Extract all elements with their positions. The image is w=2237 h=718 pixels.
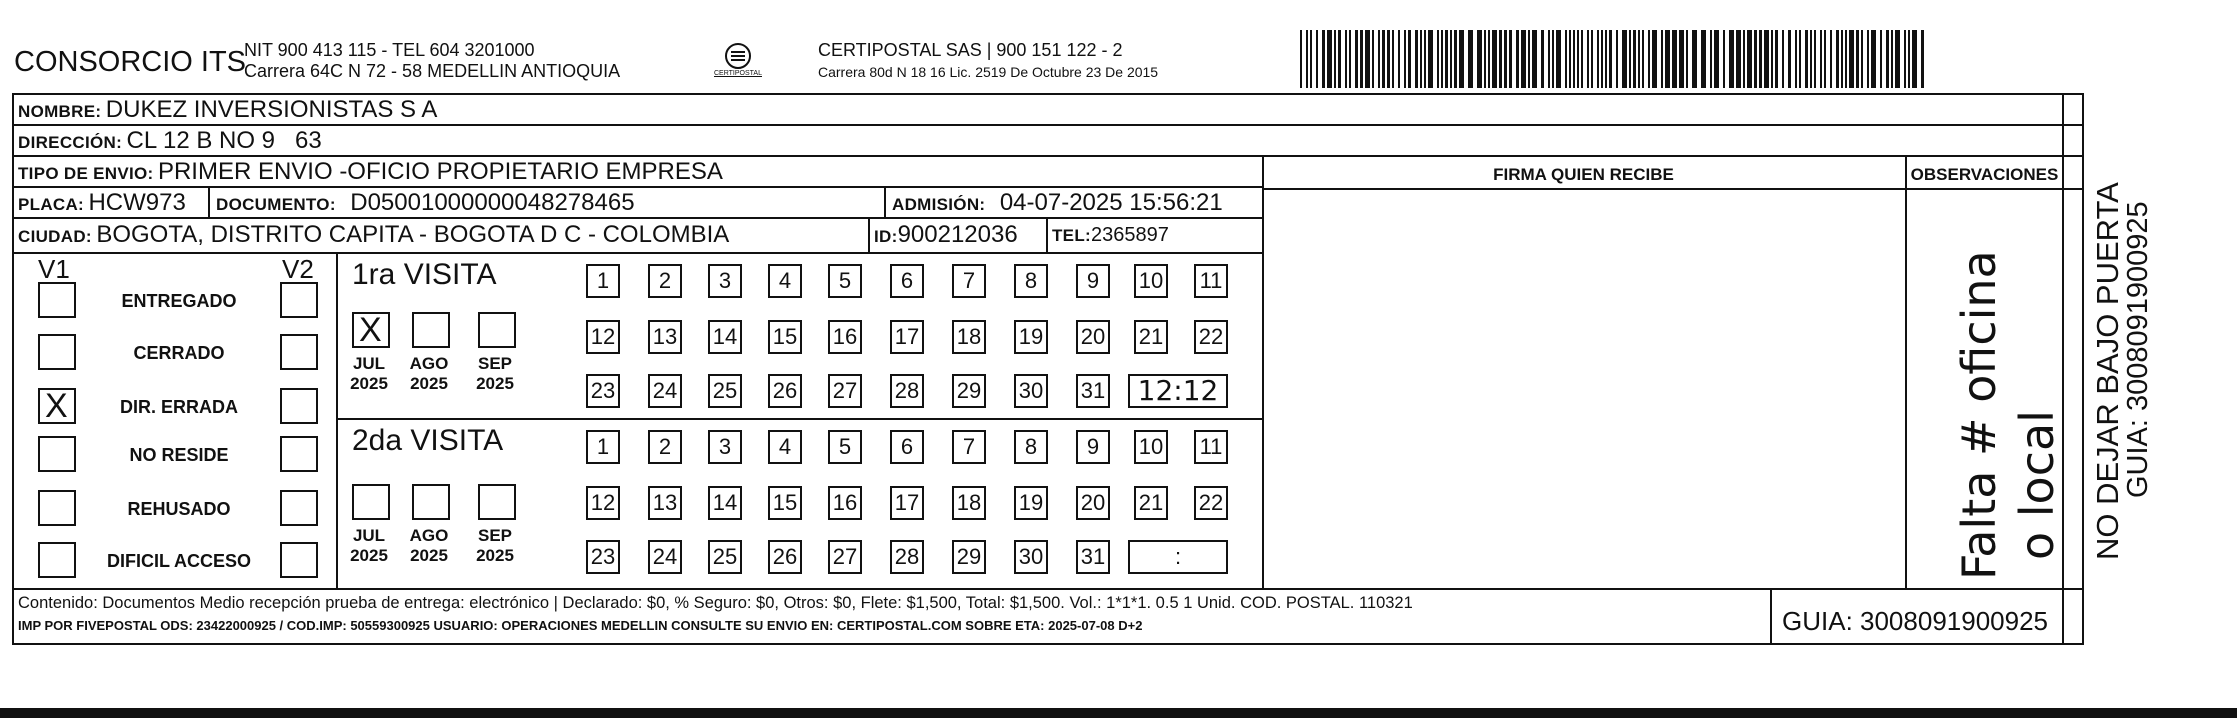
barcode-bar [1710, 30, 1712, 88]
checkbox-mark: X [359, 311, 382, 349]
month-name: AGO [409, 354, 449, 373]
imp-text: IMP POR FIVEPOSTAL ODS: 23422000925 / COD.IMP: 50559300925 USUARIO: OPERACIONES MEDELLIN CONSULTE SU ENVIO EN: CERTIPOSTAL.COM SOBRE ETA: 2025-07-08 D+2 [18, 618, 1143, 633]
month-label [342, 526, 396, 566]
time-box[interactable]: : [1128, 540, 1228, 574]
barcode-bar [1597, 30, 1599, 88]
barcode-bar [1867, 30, 1869, 88]
barcode-bar [1891, 30, 1893, 88]
barcode-bar [1428, 30, 1433, 88]
barcode-bar [1692, 30, 1697, 88]
day-box[interactable]: 17 [890, 320, 924, 354]
v2-checkbox[interactable] [280, 334, 318, 370]
barcode-bar [1387, 30, 1390, 88]
day-box[interactable]: 1 [586, 264, 620, 298]
barcode-bar [1484, 30, 1486, 88]
barcode-bar [1492, 30, 1497, 88]
first-visit-title: 1ra VISITA [352, 258, 497, 291]
barcode-bar [1581, 30, 1583, 88]
v1-checkbox[interactable] [38, 388, 76, 424]
v1-checkbox[interactable] [38, 542, 76, 578]
barcode-bar [1638, 30, 1640, 88]
admision-label: ADMISIÓN: [892, 195, 986, 214]
barcode-bar [1345, 30, 1347, 88]
barcode-bar [1886, 30, 1889, 88]
barcode-bar [1601, 30, 1603, 88]
day-box[interactable]: 3 [708, 264, 742, 298]
barcode-bar [1450, 30, 1452, 88]
barcode-bar [1605, 30, 1607, 88]
barcode-bar [1569, 30, 1571, 88]
barcode-bar [1322, 30, 1325, 88]
barcode-bar [1841, 30, 1843, 88]
day-box[interactable]: 22 [1194, 320, 1228, 354]
barcode-bar [1836, 30, 1839, 88]
handwritten-note-2: o local [2010, 410, 2064, 560]
documento-label: DOCUMENTO: [216, 195, 336, 214]
month-name: SEP [477, 526, 513, 545]
barcode-bar [1573, 30, 1575, 88]
tipo-label: TIPO DE ENVIO: [18, 164, 154, 183]
admision-row [892, 189, 1223, 217]
placa-row [18, 189, 186, 217]
day-box[interactable]: 11 [1194, 430, 1228, 464]
bottom-edge [0, 708, 2237, 718]
day-box[interactable]: 15 [768, 320, 802, 354]
barcode-bar [1908, 30, 1910, 88]
barcode-bar [1616, 30, 1618, 88]
tel-row [1052, 224, 1169, 247]
day-box[interactable]: 18 [952, 320, 986, 354]
barcode-bar [1488, 30, 1490, 88]
documento-row [216, 189, 635, 217]
certipostal-logo-icon [712, 36, 764, 92]
day-box[interactable]: 6 [890, 264, 924, 298]
barcode-bar [1648, 30, 1650, 88]
barcode-bar [1861, 30, 1863, 88]
barcode-bar [1845, 30, 1847, 88]
month-label [468, 354, 522, 394]
barcode-bar [1805, 30, 1808, 88]
nombre-label: NOMBRE: [18, 102, 102, 121]
firma-label: FIRMA QUIEN RECIBE [1493, 165, 1674, 184]
day-box[interactable]: 24 [648, 540, 682, 574]
day-box[interactable]: 9 [1076, 430, 1110, 464]
v2-checkbox[interactable] [280, 542, 318, 578]
month-year: 2025 [410, 374, 448, 393]
day-box[interactable]: 5 [828, 430, 862, 464]
barcode-bar [1382, 30, 1385, 88]
company-nit: NIT 900 413 115 - TEL 604 3201000 [244, 40, 535, 60]
documento-value: D05001000000048278465 [350, 189, 635, 216]
barcode-bar [1454, 30, 1457, 88]
month-name: JUL [352, 526, 386, 545]
barcode-bar [1824, 30, 1826, 88]
barcode-bar [1459, 30, 1464, 88]
day-box[interactable]: 21 [1134, 320, 1168, 354]
v1-checkbox[interactable] [38, 490, 76, 526]
status-reason-label: ENTREGADO [121, 291, 237, 311]
day-box[interactable]: 31 [1076, 540, 1110, 574]
barcode-bar [1408, 30, 1411, 88]
month-name: SEP [477, 354, 513, 373]
day-box[interactable]: 4 [768, 430, 802, 464]
day-box[interactable]: 29 [952, 374, 986, 408]
barcode-bar [1672, 30, 1677, 88]
barcode-bar [1652, 30, 1657, 88]
month-checkbox[interactable] [412, 312, 450, 348]
ciudad-label: CIUDAD: [18, 227, 92, 246]
barcode-bar [1775, 30, 1778, 88]
barcode-bar [1799, 30, 1801, 88]
ciudad-row [18, 221, 729, 249]
barcode-bar [1516, 30, 1519, 88]
day-box[interactable]: 28 [890, 540, 924, 574]
barcode-bar [1565, 30, 1567, 88]
footer-guia: GUIA: 3008091900925 [1782, 606, 2048, 636]
barcode-bar [1633, 30, 1636, 88]
nombre-row [18, 96, 437, 124]
barcode-bar [1499, 30, 1502, 88]
status-reason-label: REHUSADO [127, 499, 231, 519]
barcode-bar [1591, 30, 1593, 88]
day-box[interactable]: 18 [952, 486, 986, 520]
month-checkbox[interactable] [412, 484, 450, 520]
barcode-bar [1912, 30, 1917, 88]
day-box[interactable]: 27 [828, 374, 862, 408]
day-box[interactable]: 30 [1014, 540, 1048, 574]
barcode-bar [1327, 30, 1332, 88]
day-box[interactable]: 16 [828, 320, 862, 354]
barcode-bar [1771, 30, 1773, 88]
direccion-value: CL 12 B NO 9 63 [126, 127, 322, 154]
v1-header: V1 [38, 254, 70, 284]
barcode-bar [1360, 30, 1363, 88]
day-box[interactable]: 4 [768, 264, 802, 298]
tipo-value: PRIMER ENVIO -OFICIO PROPIETARIO EMPRESA [157, 158, 723, 185]
barcode-bar [1729, 30, 1734, 88]
barcode-bar [1609, 30, 1612, 88]
day-box[interactable]: 20 [1076, 320, 1110, 354]
day-box[interactable]: 10 [1134, 430, 1168, 464]
barcode-bar [1548, 30, 1550, 88]
barcode-bar [1392, 30, 1394, 88]
day-box[interactable]: 7 [952, 430, 986, 464]
id-value: 900212036 [897, 221, 1018, 248]
barcode-bar [1334, 30, 1336, 88]
day-box[interactable]: 25 [708, 374, 742, 408]
barcode-bar [1723, 30, 1725, 88]
day-box[interactable]: 7 [952, 264, 986, 298]
day-box[interactable]: 13 [648, 486, 682, 520]
day-box[interactable]: 30 [1014, 374, 1048, 408]
barcode-bar [1349, 30, 1351, 88]
time-box[interactable]: 12:12 [1128, 374, 1228, 408]
day-box[interactable]: 3 [708, 430, 742, 464]
barcode-bar [1468, 30, 1473, 88]
day-box[interactable]: 23 [586, 374, 620, 408]
barcode-bar [1679, 30, 1684, 88]
barcode-bar [1437, 30, 1439, 88]
barcode-bar [1477, 30, 1482, 88]
day-box[interactable]: 2 [648, 430, 682, 464]
month-year: 2025 [476, 546, 514, 565]
barcode-bar [1415, 30, 1418, 88]
v2-checkbox[interactable] [280, 436, 318, 472]
month-label [468, 526, 522, 566]
barcode-bar [1622, 30, 1627, 88]
month-name: AGO [409, 526, 449, 545]
month-year: 2025 [350, 374, 388, 393]
barcode-bar [1316, 30, 1318, 88]
day-box[interactable]: 12 [586, 486, 620, 520]
barcode-bar [1754, 30, 1757, 88]
barcode [1300, 30, 1928, 88]
direccion-row [18, 127, 322, 155]
placa-label: PLACA: [18, 195, 85, 214]
day-box[interactable]: 29 [952, 540, 986, 574]
barcode-bar [1904, 30, 1906, 88]
day-box[interactable]: 15 [768, 486, 802, 520]
day-box[interactable]: 26 [768, 374, 802, 408]
handwritten-note-1: Falta # oficina [1952, 250, 2006, 580]
day-box[interactable]: 1 [586, 430, 620, 464]
day-box[interactable]: 14 [708, 320, 742, 354]
barcode-bar [1378, 30, 1380, 88]
barcode-bar [1441, 30, 1443, 88]
admision-value: 04-07-2025 15:56:21 [999, 189, 1223, 216]
v2-checkbox[interactable] [280, 282, 318, 318]
status-reason-label: DIR. ERRADA [119, 397, 238, 417]
month-year: 2025 [410, 546, 448, 565]
status-reason-label: CERRADO [133, 343, 225, 363]
barcode-bar [1880, 30, 1882, 88]
logo-caption: CERTIPOSTAL [714, 70, 762, 77]
second-visit-title: 2da VISITA [352, 424, 504, 457]
barcode-bar [1365, 30, 1370, 88]
direccion-label: DIRECCIÓN: [18, 133, 123, 152]
barcode-bar [1764, 30, 1769, 88]
day-box[interactable]: 19 [1014, 486, 1048, 520]
barcode-bar [1701, 30, 1706, 88]
day-box[interactable]: 21 [1134, 486, 1168, 520]
status-reason-label: NO RESIDE [129, 445, 229, 465]
day-box[interactable]: 12 [586, 320, 620, 354]
barcode-bar [1532, 30, 1537, 88]
barcode-bar [1445, 30, 1448, 88]
barcode-bar [1661, 30, 1663, 88]
day-box[interactable]: 8 [1014, 430, 1048, 464]
v1-checkbox[interactable] [38, 282, 76, 318]
day-box[interactable]: 6 [890, 430, 924, 464]
barcode-bar [1665, 30, 1670, 88]
day-box[interactable]: 16 [828, 486, 862, 520]
day-box[interactable]: 10 [1134, 264, 1168, 298]
v1-checkbox[interactable] [38, 436, 76, 472]
month-name: JUL [352, 354, 386, 373]
barcode-bar [1424, 30, 1426, 88]
company-name: CONSORCIO ITS [14, 46, 247, 78]
day-box[interactable]: 28 [890, 374, 924, 408]
month-year: 2025 [476, 374, 514, 393]
barcode-bar [1310, 30, 1312, 88]
side-guia: GUIA: 3008091900925 [2122, 201, 2154, 498]
v2-checkbox[interactable] [280, 388, 318, 424]
barcode-bar [1528, 30, 1530, 88]
month-checkbox[interactable] [478, 484, 516, 520]
day-box[interactable]: 14 [708, 486, 742, 520]
day-box[interactable]: 25 [708, 540, 742, 574]
v2-checkbox[interactable] [280, 490, 318, 526]
barcode-bar [1830, 30, 1832, 88]
barcode-bar [1355, 30, 1358, 88]
month-year: 2025 [350, 546, 388, 565]
barcode-bar [1782, 30, 1784, 88]
month-label [402, 354, 456, 394]
barcode-bar [1921, 30, 1924, 88]
barcode-bar [1871, 30, 1876, 88]
barcode-bar [1856, 30, 1859, 88]
day-box[interactable]: 9 [1076, 264, 1110, 298]
v1-checkbox[interactable] [38, 334, 76, 370]
barcode-bar [1629, 30, 1631, 88]
month-checkbox[interactable] [352, 484, 390, 520]
barcode-bar [1686, 30, 1688, 88]
barcode-bar [1820, 30, 1822, 88]
day-box[interactable]: 23 [586, 540, 620, 574]
contenido-text: Contenido: Documentos Medio recepción prueba de entrega: electrónico | Declarado: $0, % Seguro: $0, Otros: $0, Flete: $1,500, Total: $1,500. Vol.: 1*1*1. 0.5 1 Unid. COD. POSTAL. 110321 [18, 594, 1413, 612]
day-box[interactable]: 19 [1014, 320, 1048, 354]
day-box[interactable]: 27 [828, 540, 862, 574]
side-warning: NO DEJAR BAJO PUERTA [2090, 182, 2125, 560]
day-box[interactable]: 5 [828, 264, 862, 298]
barcode-bar [1743, 30, 1745, 88]
day-box[interactable]: 13 [648, 320, 682, 354]
barcode-bar [1795, 30, 1797, 88]
barcode-bar [1895, 30, 1900, 88]
company-address: Carrera 64C N 72 - 58 MEDELLIN ANTIOQUIA [244, 61, 621, 81]
barcode-bar [1788, 30, 1791, 88]
tel-label: TEL: [1052, 226, 1091, 245]
barcode-bar [1552, 30, 1554, 88]
nombre-value: DUKEZ INVERSIONISTAS S A [105, 96, 438, 123]
day-box[interactable]: 8 [1014, 264, 1048, 298]
tipo-row [18, 158, 723, 186]
id-label: ID: [874, 227, 898, 246]
barcode-bar [1509, 30, 1512, 88]
barcode-bar [1577, 30, 1579, 88]
placa-value: HCW973 [88, 189, 186, 216]
month-label [342, 354, 396, 394]
barcode-bar [1587, 30, 1589, 88]
courier-address: Carrera 80d N 18 16 Lic. 2519 De Octubre 23 De 2015 [818, 64, 1159, 80]
barcode-bar [1736, 30, 1741, 88]
day-box[interactable]: 26 [768, 540, 802, 574]
month-checkbox[interactable] [352, 312, 390, 348]
month-checkbox[interactable] [478, 312, 516, 348]
barcode-bar [1306, 30, 1308, 88]
tel-value: 2365897 [1090, 224, 1169, 246]
ciudad-value: BOGOTA, DISTRITO CAPITA - BOGOTA D C - COLOMBIA [96, 221, 730, 248]
day-box[interactable]: 11 [1194, 264, 1228, 298]
barcode-bar [1521, 30, 1526, 88]
day-box[interactable]: 2 [648, 264, 682, 298]
checkbox-mark: X [45, 387, 68, 425]
barcode-bar [1814, 30, 1816, 88]
barcode-bar [1398, 30, 1400, 88]
observaciones-label: OBSERVACIONES [1910, 165, 2059, 184]
v2-header: V2 [282, 254, 314, 284]
barcode-bar [1747, 30, 1752, 88]
barcode-bar [1372, 30, 1374, 88]
month-label [402, 526, 456, 566]
barcode-bar [1714, 30, 1719, 88]
barcode-bar [1556, 30, 1561, 88]
day-box[interactable]: 31 [1076, 374, 1110, 408]
barcode-bar [1642, 30, 1644, 88]
barcode-bar [1849, 30, 1854, 88]
status-reason-label: DIFICIL ACCESO [106, 551, 251, 571]
day-box[interactable]: 17 [890, 486, 924, 520]
barcode-bar [1810, 30, 1812, 88]
barcode-bar [1504, 30, 1507, 88]
barcode-bar [1541, 30, 1544, 88]
barcode-bar [1420, 30, 1422, 88]
day-box[interactable]: 22 [1194, 486, 1228, 520]
barcode-bar [1338, 30, 1341, 88]
barcode-bar [1404, 30, 1406, 88]
barcode-bar [1300, 30, 1302, 88]
day-box[interactable]: 24 [648, 374, 682, 408]
day-box[interactable]: 20 [1076, 486, 1110, 520]
id-row [874, 221, 1018, 249]
courier-name: CERTIPOSTAL SAS | 900 151 122 - 2 [818, 40, 1123, 60]
barcode-bar [1759, 30, 1762, 88]
